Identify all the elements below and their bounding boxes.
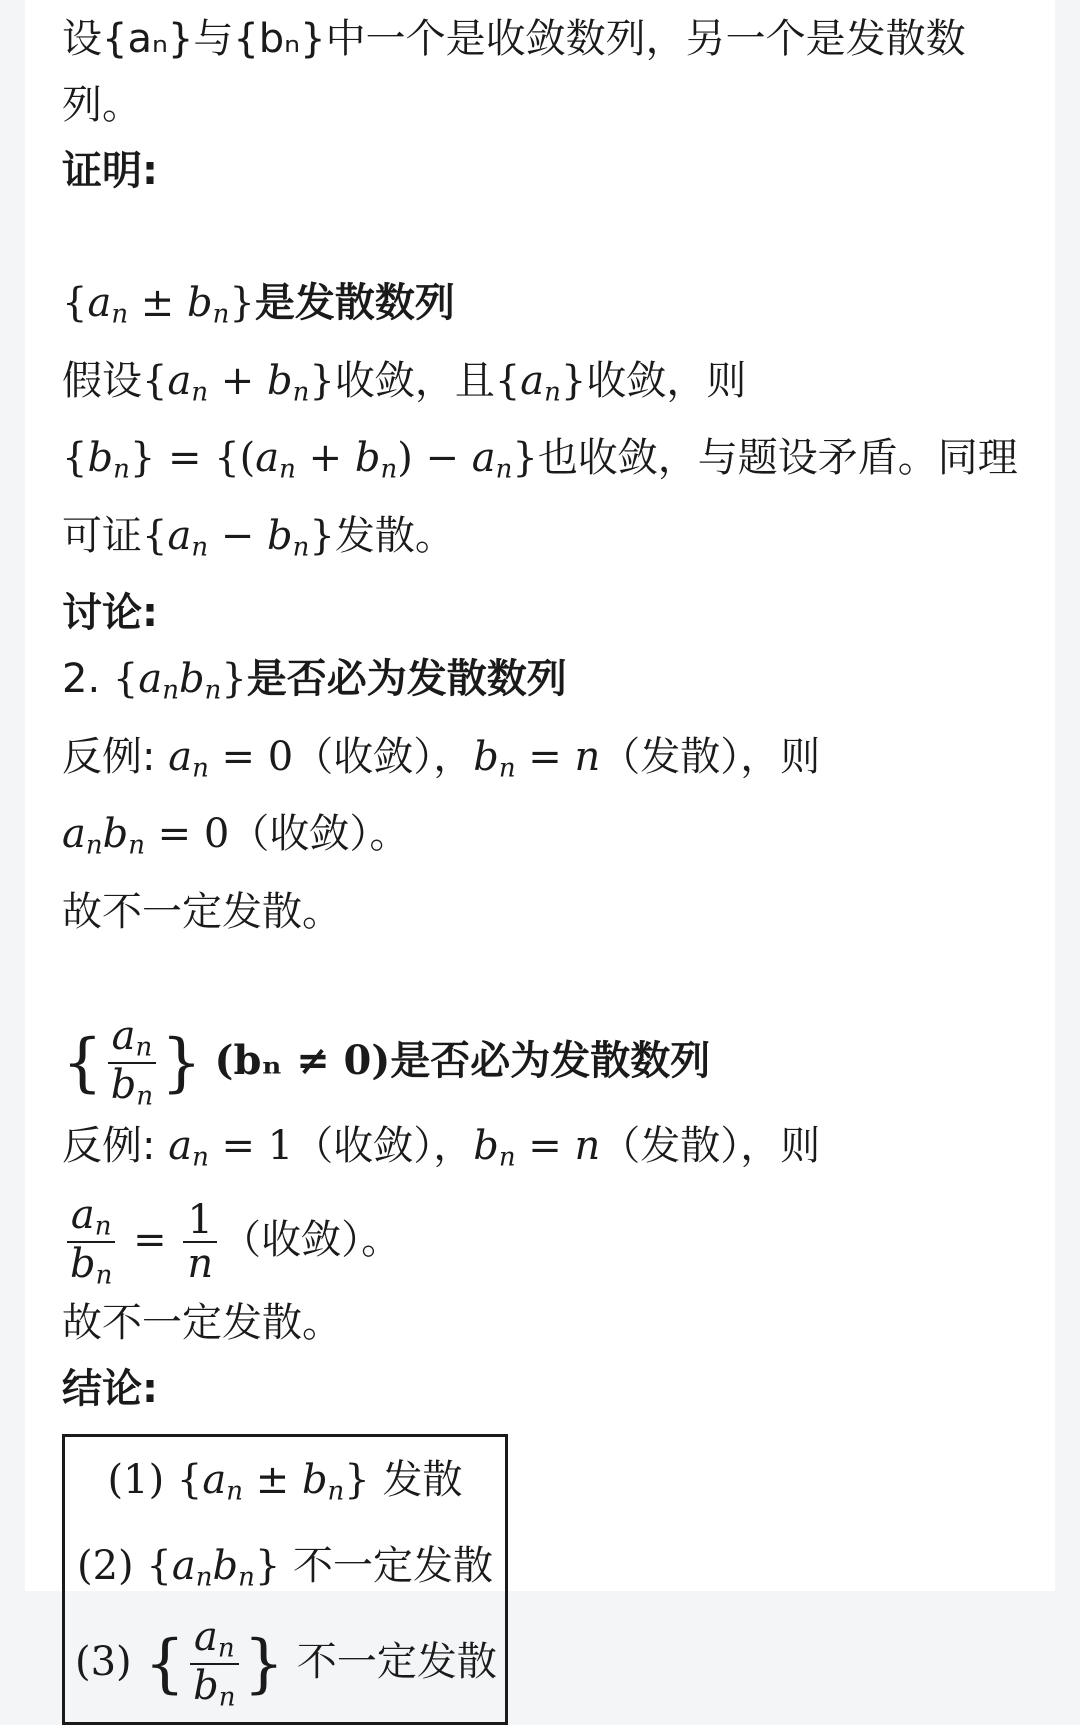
conclusion-row-3: (3) { $\frac{a_n}{b_n}$ } 不一定发散 xyxy=(75,1614,497,1713)
not-necessarily-2: 故不一定发散。 xyxy=(62,1300,342,1346)
conclusion-heading: 结论: xyxy=(62,1366,158,1412)
counterexample-1: 反例: $a_n = 0$（收敛），$b_n = n$（发散），则 xyxy=(62,733,821,783)
conclusion-text: 不一定发散 xyxy=(296,1639,497,1685)
intro-line-2: 列。 xyxy=(62,82,142,128)
counterexample-2-result: $\frac{a_n}{b_n}$ = $\frac{1}{n}$ （收敛）。 xyxy=(62,1190,1052,1290)
discussion-item-3-title: { $\frac{a_n}{b_n}$ } (bₙ ≠ 0)是否必为发散数列 xyxy=(62,1012,711,1111)
spacer xyxy=(62,945,1052,1011)
conclusion-row-2: (2) $\{a_nb_n\}$ 不一定发散 xyxy=(77,1542,493,1592)
ce-label: 反例: xyxy=(62,733,156,780)
conclusion-box xyxy=(62,1434,508,1725)
proof-text: 发散。 xyxy=(334,512,455,559)
counterexample-2: 反例: $a_n = 1$（收敛），$b_n = n$（发散），则 xyxy=(62,1122,821,1172)
proof-text: 收敛，且 xyxy=(334,357,495,404)
item-2-text: 是否必为发散数列 xyxy=(246,656,567,702)
conclusion-text: 发散 xyxy=(382,1457,463,1503)
proof-text: 也收敛，与题设矛盾。同理 xyxy=(537,435,1018,481)
result-text: （收敛）。 xyxy=(229,811,410,857)
conclusion-text: 不一定发散 xyxy=(292,1542,493,1589)
div-label: （发散） xyxy=(600,1122,741,1169)
item-3-text: 是否必为发散数列 xyxy=(390,1037,711,1084)
item-number: 2. xyxy=(62,656,101,702)
proof-line-3: 可证$\{a_n - b_n\}$发散。 xyxy=(62,512,455,562)
ce-label: 反例: xyxy=(62,1122,156,1169)
not-necessarily-1: 故不一定发散。 xyxy=(62,888,342,935)
conclusion-row-1: (1) $\{a_n \pm b_n\}$ 发散 xyxy=(107,1457,463,1507)
discussion-item-2-title: 2. $\{a_nb_n\}$是否必为发散数列 xyxy=(62,656,567,706)
intro-line-1: 设{aₙ}与{bₙ}中一个是收敛数列，另一个是发散数 xyxy=(62,16,966,62)
conclusion-label: (2) xyxy=(77,1542,134,1589)
then-label: ，则 xyxy=(740,1122,821,1169)
proof-line-2: $\{b_n\} = \{(a_n + b_n) - a_n\}$也收敛，与题设矛盾。同理 xyxy=(62,435,1018,485)
document-content xyxy=(62,6,1052,1725)
proof-text: 收敛，则 xyxy=(586,357,747,404)
proof-line-1: 假设$\{a_n + b_n\}$收敛，且$\{a_n\}$收敛，则 xyxy=(62,357,747,407)
conv-label: （收敛） xyxy=(293,733,434,780)
spacer xyxy=(62,204,1052,270)
counterexample-1-result: $a_nb_n = 0$（收敛）。 xyxy=(62,811,410,861)
page-sheet xyxy=(25,0,1055,1713)
proof-heading: 证明: xyxy=(62,148,158,194)
proof-text: 假设 xyxy=(62,357,142,404)
div-label: （发散） xyxy=(600,733,741,780)
proof-text: 可证 xyxy=(62,512,142,559)
result-text: （收敛）。 xyxy=(221,1217,402,1263)
item-3-condition: (bₙ ≠ 0) xyxy=(214,1036,391,1084)
conv-label: （收敛） xyxy=(293,1122,434,1169)
conclusion-label: (1) xyxy=(107,1457,165,1503)
conclusion-label: (3) xyxy=(75,1639,132,1685)
then-label: ，则 xyxy=(740,733,821,780)
proof-title: $\{a_n \pm b_n\}$是发散数列 xyxy=(62,280,455,330)
proof-title-text: 是发散数列 xyxy=(254,280,455,326)
discussion-heading: 讨论: xyxy=(62,590,158,636)
